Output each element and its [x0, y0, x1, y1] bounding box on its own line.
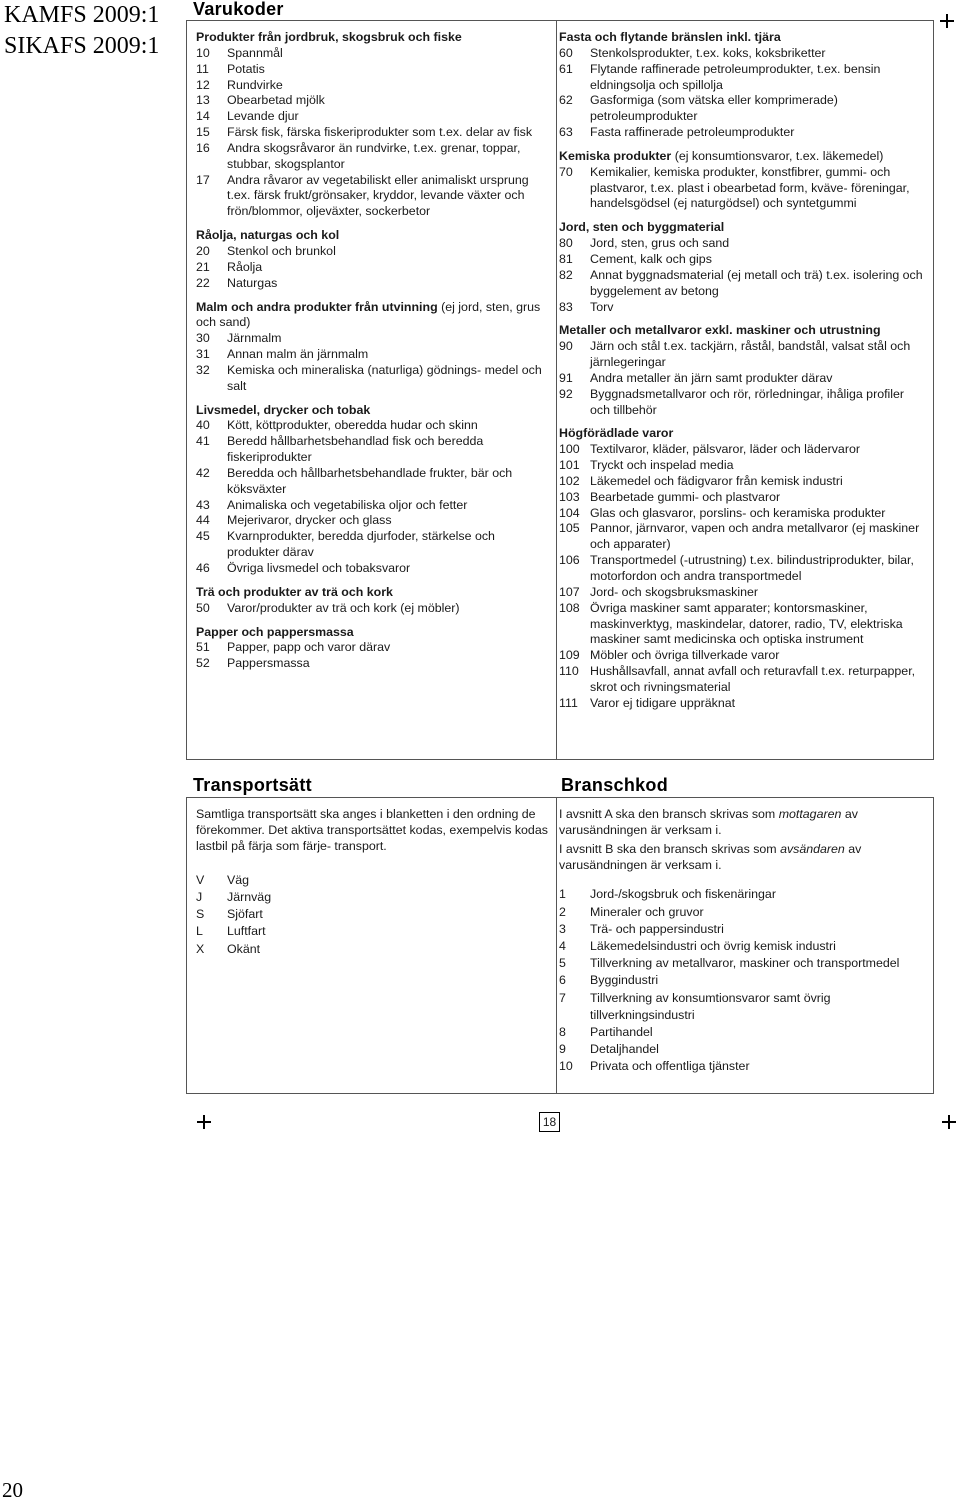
code-number: 11: [196, 61, 209, 76]
list-item: [196, 906, 548, 923]
code-number: 60: [559, 45, 573, 60]
code-number: 110: [559, 664, 579, 679]
code-number: 103: [559, 489, 580, 504]
list-item: [559, 990, 927, 1024]
code-row: [196, 363, 548, 395]
code-number: 10: [196, 45, 210, 60]
code-row: [196, 656, 548, 672]
code-number: 5: [559, 956, 566, 971]
doc-id-line: SIKAFS 2009:1: [4, 33, 160, 59]
code-label: Naturgas: [227, 275, 278, 290]
code-label: Varor/produkter av trä och kork (ej möbler): [227, 600, 460, 615]
code-row: [196, 513, 548, 529]
code-number: 92: [559, 386, 573, 401]
code-label: Andra skogsråvaror än rundvirke, t.ex. grenar, toppar, stubbar, skogsplantor: [227, 140, 521, 171]
code-row: [559, 553, 927, 585]
list-item: [559, 972, 927, 989]
code-label: Luftfart: [227, 924, 266, 939]
code-row: [196, 173, 548, 221]
code-number: 32: [196, 362, 210, 377]
branschkod-title: Branschkod: [561, 775, 669, 795]
list-item: [559, 904, 927, 921]
code-number: S: [196, 907, 205, 922]
code-label: Papper, papp och varor därav: [227, 640, 391, 655]
code-number: 7: [559, 990, 566, 1005]
code-label: Fasta raffinerade petroleumprodukter: [590, 125, 795, 140]
code-row: [559, 252, 927, 268]
code-row: [196, 347, 548, 363]
code-number: 81: [559, 251, 573, 266]
code-row: [559, 46, 927, 62]
code-number: 12: [196, 77, 210, 92]
code-number: 4: [559, 938, 566, 953]
code-number: 106: [559, 553, 580, 568]
group-heading: Produkter från jordbruk, skogsbruk och fiske: [196, 30, 462, 44]
code-row: [196, 109, 548, 125]
code-label: Läkemedelsindustri och övrig kemisk industri: [590, 938, 836, 953]
code-label: Kemikalier, kemiska produkter, konstfibrer, gummi- och plastvaror, t.ex. plast i obearbetad form, kväve- föreningar, handelsgödsel (ej naturgödsel) och syntetgummi: [590, 164, 910, 211]
list-item: [196, 923, 548, 940]
code-number: 45: [196, 529, 210, 544]
code-label: Pannor, järnvaror, vapen och andra metallvaror (ej maskiner och apparater): [590, 521, 920, 552]
code-label: Potatis: [227, 61, 265, 76]
code-label: Annat byggnadsmaterial (ej metall och trä) t.ex. isolering och byggelement av betong: [590, 267, 923, 298]
code-row: [196, 640, 548, 656]
code-label: Gasformiga (som vätska eller komprimerade) petroleumprodukter: [590, 93, 838, 124]
code-label: Trä- och pappersindustri: [590, 921, 724, 936]
code-row: [196, 260, 548, 276]
code-label: Jord- och skogsbruksmaskiner: [590, 584, 759, 599]
group-heading: Högförädlade varor: [559, 426, 674, 441]
code-label: Möbler och övriga tillverkade varor: [590, 648, 780, 663]
code-number: 42: [196, 465, 210, 480]
code-group: [196, 585, 548, 617]
varukoder-title: Varukoder: [193, 0, 284, 19]
group-heading: Fasta och flytande bränslen inkl. tjära: [559, 30, 781, 44]
code-number: 90: [559, 339, 573, 354]
code-row: [559, 585, 927, 601]
list-item: [196, 872, 548, 889]
code-number: 52: [196, 656, 210, 671]
code-group: [559, 30, 927, 141]
branschkod-content: [559, 807, 927, 1076]
code-number: 1: [559, 887, 566, 902]
code-label: Järnmalm: [227, 331, 282, 346]
transportsatt-content: [196, 807, 548, 958]
code-label: Beredd hållbarhetsbehandlad fisk och beredda fiskeriprodukter: [227, 434, 484, 465]
code-label: Övriga maskiner samt apparater; kontorsmaskiner, maskinverktyg, maskindelar, datorer, radio, TV, elektriska maskiner samt medicinska och optiska instrument: [590, 600, 903, 647]
code-label: Tillverkning av konsumtionsvaror samt övrig tillverkningsindustri: [590, 990, 831, 1022]
code-label: Övriga livsmedel och tobaksvaror: [227, 561, 411, 575]
code-row: [559, 696, 927, 712]
branschkod-list: [559, 886, 927, 1075]
list-item: [196, 889, 548, 906]
code-number: 70: [559, 164, 573, 179]
code-label: Flytande raffinerade petroleumprodukter, t.ex. bensin eldningsolja och spillolja: [590, 61, 881, 92]
code-number: 108: [559, 600, 580, 615]
code-label: Sjöfart: [227, 907, 263, 922]
code-row: [196, 244, 548, 260]
code-label: Färsk fisk, färska fiskeriprodukter som t.ex. delar av fisk: [227, 125, 533, 140]
code-number: 80: [559, 236, 573, 251]
code-row: [196, 434, 548, 466]
code-row: [559, 62, 927, 94]
code-number: 82: [559, 267, 573, 282]
code-number: 46: [196, 561, 210, 575]
code-label: Byggnadsmetallvaror och rör, rörledningar, ihåliga profiler och tillbehör: [590, 386, 905, 417]
code-row: [559, 300, 927, 316]
group-heading: Råolja, naturgas och kol: [196, 228, 340, 243]
group-heading: Livsmedel, drycker och tobak: [196, 402, 371, 417]
code-row: [559, 506, 927, 522]
code-label: Okänt: [227, 941, 261, 956]
group-heading: Malm och andra produkter från utvinning (ej jord, sten, grus och sand): [196, 299, 541, 330]
code-label: Bearbetade gummi- och plastvaror: [590, 489, 781, 504]
code-row: [196, 141, 548, 173]
code-number: 13: [196, 93, 210, 108]
code-label: Spannmål: [227, 45, 283, 60]
code-row: [196, 418, 548, 434]
code-label: Privata och offentliga tjänster: [590, 1059, 750, 1074]
branschkod-intro-b: I avsnitt B ska den bransch skrivas som avsändaren av varusändningen är verksam i.: [559, 841, 862, 872]
code-number: 43: [196, 497, 210, 512]
doc-id-line: KAMFS 2009:1: [4, 2, 160, 28]
crop-mark-icon: [940, 14, 954, 28]
code-number: 41: [196, 434, 210, 449]
list-item: [559, 886, 927, 903]
code-row: [559, 648, 927, 664]
code-label: Väg: [227, 872, 250, 887]
code-label: Mineraler och gruvor: [590, 904, 704, 919]
code-row: [559, 474, 927, 490]
code-label: Torv: [590, 299, 614, 314]
code-group: [559, 220, 927, 315]
inner-page-number: 18: [539, 1112, 560, 1132]
code-group: [196, 403, 548, 577]
code-label: Jord, sten, grus och sand: [590, 236, 730, 251]
code-label: Detaljhandel: [590, 1042, 659, 1057]
code-label: Hushållsavfall, annat avfall och returavfall t.ex. returpapper, skrot och rivningsmaterial: [590, 664, 916, 694]
code-number: 20: [196, 243, 210, 258]
code-label: Partihandel: [590, 1025, 653, 1039]
code-number: 44: [196, 513, 210, 528]
code-label: Järn och stål t.ex. tackjärn, råstål, bandstål, valsat stål och järnlegeringar: [590, 339, 911, 370]
code-label: Tillverkning av metallvaror, maskiner och transportmedel: [590, 956, 900, 971]
code-number: 31: [196, 347, 210, 362]
code-number: 101: [559, 458, 580, 473]
transportsatt-title: Transportsätt: [193, 775, 312, 795]
code-row: [196, 276, 548, 292]
list-item: [196, 941, 548, 958]
code-label: Varor ej tidigare uppräknat: [590, 695, 736, 710]
code-row: [559, 371, 927, 387]
crop-mark-icon: [197, 1115, 211, 1129]
code-label: Råolja: [227, 259, 263, 274]
code-number: X: [196, 941, 205, 956]
code-number: 22: [196, 275, 210, 290]
code-label: Annan malm än järnmalm: [227, 347, 369, 362]
code-row: [196, 498, 548, 514]
column-divider: [556, 20, 557, 760]
code-row: [196, 62, 548, 78]
code-number: 15: [196, 125, 210, 140]
code-row: [559, 601, 927, 649]
code-number: 9: [559, 1042, 566, 1057]
code-label: Stenkolsprodukter, t.ex. koks, koksbriketter: [590, 45, 826, 60]
list-item: [559, 1024, 927, 1041]
code-label: Animaliska och vegetabiliska oljor och fetter: [227, 497, 468, 512]
list-item: [559, 955, 927, 972]
code-group: [196, 300, 548, 395]
list-item: [559, 938, 927, 955]
code-number: 50: [196, 600, 210, 615]
code-label: Andra råvaror av vegetabiliskt eller animaliskt ursprung t.ex. färsk frukt/grönsaker, kryddor, levande växter och frön/blommor, oljeväxter, sockerbetor: [227, 172, 529, 219]
code-row: [196, 466, 548, 498]
code-number: 51: [196, 640, 210, 655]
code-row: [559, 458, 927, 474]
code-number: 62: [559, 93, 573, 108]
code-number: 83: [559, 299, 573, 314]
code-row: [559, 236, 927, 252]
code-number: 30: [196, 331, 210, 346]
code-label: Kemiska och mineraliska (naturliga) gödnings- medel och salt: [227, 362, 542, 393]
code-row: [559, 490, 927, 506]
code-label: Obearbetad mjölk: [227, 93, 325, 108]
code-number: 91: [559, 370, 573, 385]
group-heading: Metaller och metallvaror exkl. maskiner och utrustning: [559, 323, 881, 338]
code-number: J: [196, 889, 203, 904]
document-identifier: [4, 0, 159, 62]
code-group: [559, 323, 927, 418]
code-label: Transportmedel (-utrustning) t.ex. bilindustriprodukter, bilar, motorfordon och andra transportmedel: [590, 553, 914, 583]
code-number: 6: [559, 973, 566, 988]
code-number: 63: [559, 125, 573, 140]
code-label: Kvarnprodukter, beredda djurfoder, stärkelse och produkter därav: [227, 529, 495, 560]
list-item: [559, 1041, 927, 1058]
code-row: [559, 165, 927, 213]
code-label: Järnväg: [227, 889, 272, 904]
code-label: Andra metaller än järn samt produkter därav: [590, 370, 833, 385]
code-row: [196, 46, 548, 62]
code-number: 107: [559, 584, 580, 599]
code-number: 111: [559, 695, 578, 710]
code-label: Stenkol och brunkol: [227, 243, 336, 258]
code-label: Cement, kalk och gips: [590, 251, 712, 266]
code-row: [559, 93, 927, 125]
transportsatt-intro: Samtliga transportsätt ska anges i blanketten i den ordning de förekommer. Det aktiva transportsättet kodas, exempelvis kodas lastbil på färja som färje- transport.: [196, 807, 548, 853]
code-number: V: [196, 872, 205, 887]
code-number: 105: [559, 521, 580, 536]
crop-mark-icon: [942, 1115, 956, 1129]
code-group: [559, 426, 927, 711]
code-label: Läkemedel och fädigvaror från kemisk industri: [590, 473, 843, 488]
code-row: [196, 125, 548, 141]
code-number: 16: [196, 140, 210, 155]
code-group: [196, 30, 548, 220]
code-group: [559, 149, 927, 212]
code-label: Mejerivaror, drycker och glass: [227, 513, 392, 528]
code-group: [196, 228, 548, 291]
code-label: Glas och glasvaror, porslins- och keramiska produkter: [590, 505, 886, 520]
code-row: [559, 268, 927, 300]
list-item: [559, 921, 927, 938]
code-row: [559, 387, 927, 419]
branschkod-intro-a: I avsnitt A ska den bransch skrivas som mottagaren av varusändningen är verksam i.: [559, 807, 858, 837]
code-row: [196, 561, 548, 577]
code-label: Textilvaror, kläder, pälsvaror, läder och lädervaror: [590, 442, 860, 457]
varukoder-right-column: [559, 30, 927, 720]
code-row: [559, 664, 927, 696]
code-row: [559, 442, 927, 458]
code-number: 61: [559, 61, 573, 76]
code-label: Tryckt och inspelad media: [590, 458, 734, 473]
code-number: 100: [559, 442, 580, 457]
code-label: Beredda och hållbarhetsbehandlade frukter, bär och köksväxter: [227, 465, 513, 496]
code-row: [559, 339, 927, 371]
transportsatt-list: [196, 872, 548, 958]
code-number: L: [196, 924, 203, 939]
group-heading: Papper och pappersmassa: [196, 624, 354, 639]
code-number: 3: [559, 921, 566, 936]
group-heading: Kemiska produkter (ej konsumtionsvaror, t.ex. läkemedel): [559, 148, 884, 163]
code-row: [196, 601, 548, 617]
code-number: 21: [196, 259, 210, 274]
code-label: Levande djur: [227, 109, 299, 124]
code-row: [196, 93, 548, 109]
code-number: 10: [559, 1059, 573, 1074]
code-row: [196, 529, 548, 561]
code-label: Jord-/skogsbruk och fiskenäringar: [590, 887, 776, 902]
code-number: 102: [559, 473, 580, 488]
code-number: 8: [559, 1025, 566, 1039]
code-row: [559, 125, 927, 141]
varukoder-left-column: [196, 30, 548, 680]
code-number: 14: [196, 109, 210, 124]
code-row: [559, 521, 927, 553]
group-heading: Trä och produkter av trä och kork: [196, 584, 393, 599]
group-heading: Jord, sten och byggmaterial: [559, 220, 725, 235]
code-group: [196, 625, 548, 673]
code-row: [196, 78, 548, 94]
code-label: Rundvirke: [227, 77, 283, 92]
code-label: Kött, köttprodukter, oberedda hudar och skinn: [227, 418, 478, 433]
code-number: 40: [196, 418, 210, 433]
outer-page-number: 20: [2, 1478, 23, 1502]
code-label: Byggindustri: [590, 973, 659, 988]
code-number: 17: [196, 172, 210, 187]
code-label: Pappersmassa: [227, 656, 310, 671]
code-number: 109: [559, 648, 580, 663]
code-number: 104: [559, 505, 580, 520]
code-row: [196, 331, 548, 347]
list-item: [559, 1058, 927, 1075]
code-number: 2: [559, 904, 566, 919]
